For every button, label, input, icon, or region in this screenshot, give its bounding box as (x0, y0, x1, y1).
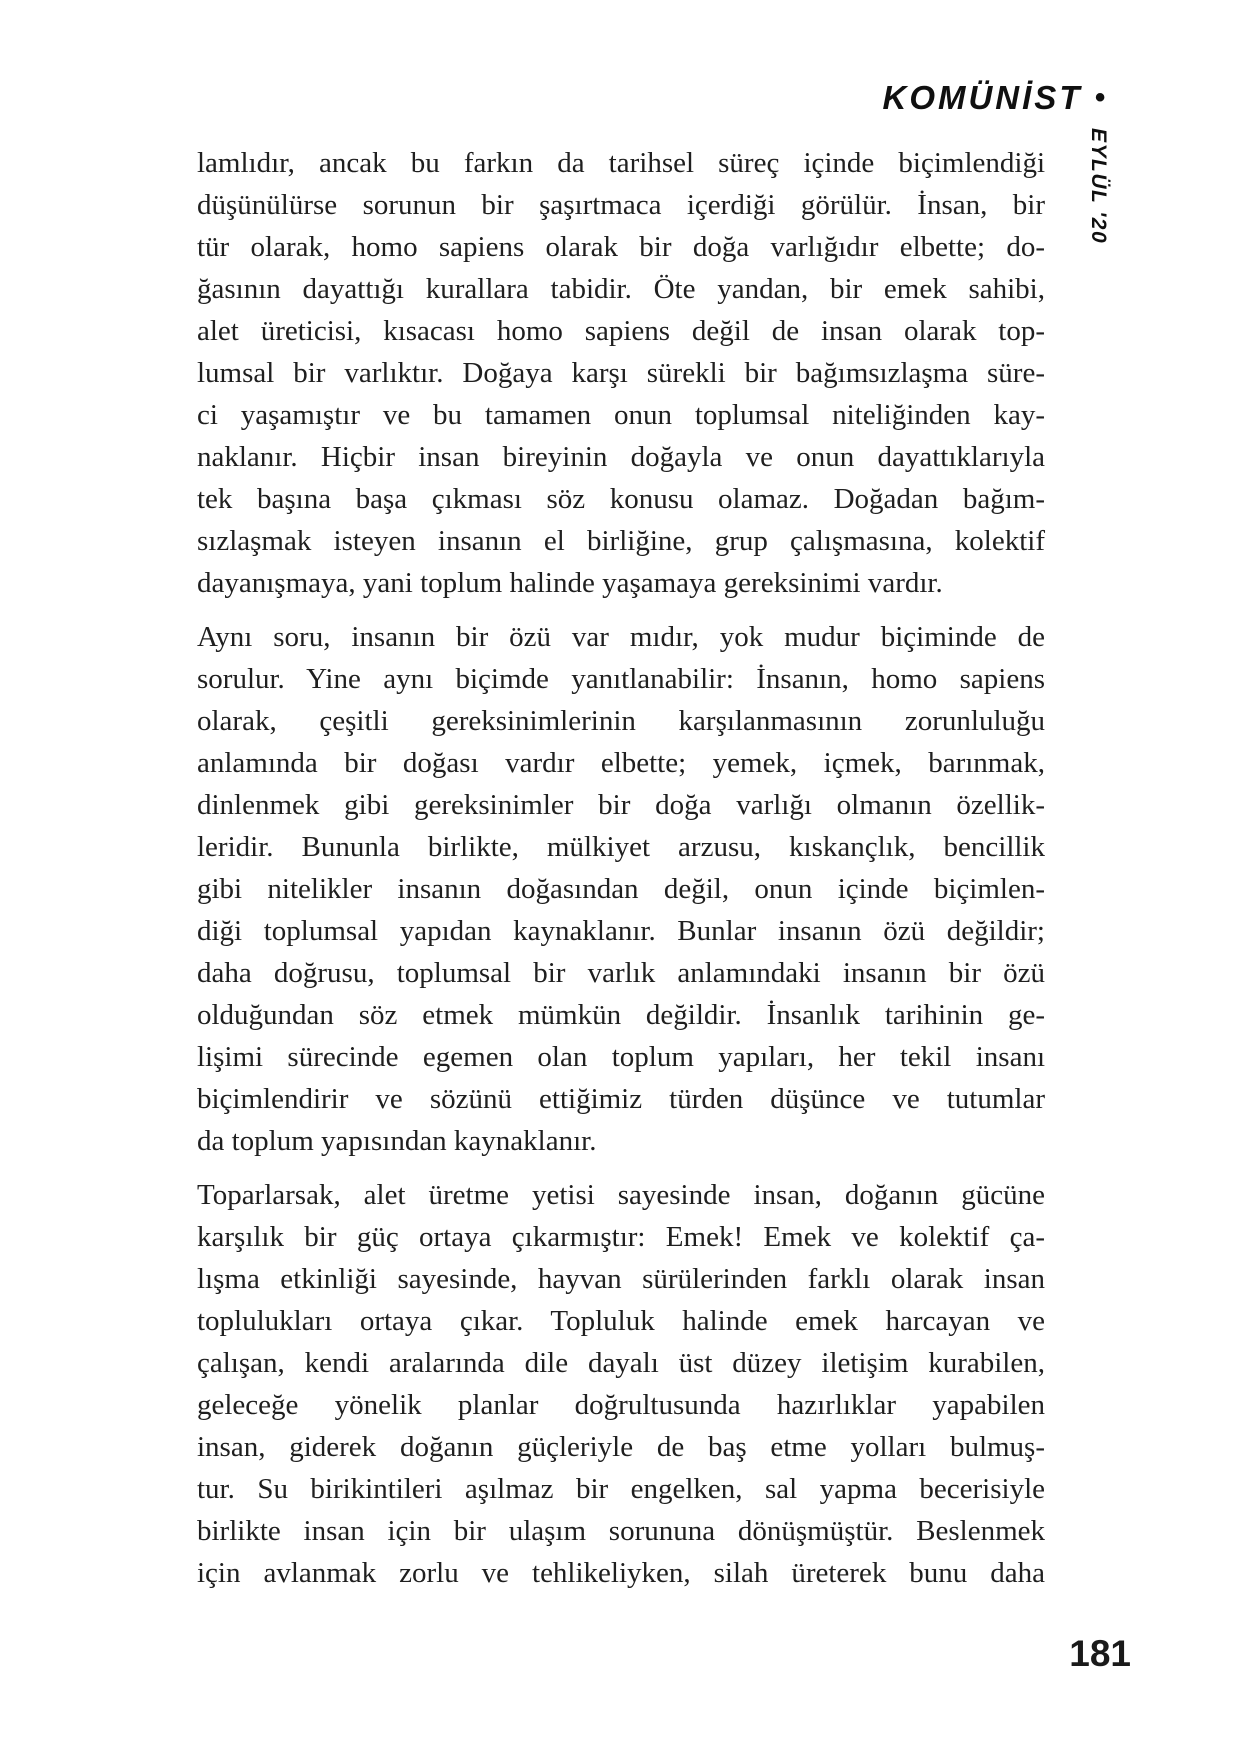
text-line: insan, giderek doğanın güçleriyle de baş etme yolları bulmuş- (197, 1431, 1045, 1463)
text-line: biçimlendirir ve sözünü ettiğimiz türden düşünce ve tutumlar (197, 1083, 1045, 1115)
text-line: toplulukları ortaya çıkar. Topluluk halinde emek harcayan ve (197, 1305, 1045, 1337)
text-line: da toplum yapısından kaynaklanır. (197, 1125, 597, 1157)
text-line: anlamında bir doğası vardır elbette; yemek, içmek, barınmak, (197, 747, 1045, 779)
text-line: alet üreticisi, kısacası homo sapiens değil de insan olarak top- (197, 315, 1045, 347)
paragraph (197, 142, 1045, 604)
text-line: tür olarak, homo sapiens olarak bir doğa varlığıdır elbette; do- (197, 231, 1045, 263)
text-line: lamlıdır, ancak bu farkın da tarihsel süreç içinde biçimlendiği (197, 147, 1045, 179)
text-line: ğasının dayattığı kurallara tabidir. Öte yandan, bir emek sahibi, (197, 273, 1045, 305)
text-line: Aynı soru, insanın bir özü var mıdır, yok mudur biçiminde de (197, 621, 1045, 653)
page-header (882, 79, 1105, 117)
issue-label: EYLÜL '20 (1087, 128, 1110, 245)
text-line: diği toplumsal yapıdan kaynaklanır. Bunlar insanın özü değildir; (197, 915, 1045, 947)
text-line: olduğundan söz etmek mümkün değildir. İnsanlık tarihinin ge- (197, 999, 1045, 1031)
text-line: Toparlarsak, alet üretme yetisi sayesinde insan, doğanın gücüne (197, 1179, 1045, 1211)
text-line: tur. Su birikintileri aşılmaz bir engelken, sal yapma becerisiyle (197, 1473, 1045, 1505)
text-line: lişimi sürecinde egemen olan toplum yapıları, her tekil insanı (197, 1041, 1045, 1073)
text-line: dinlenmek gibi gereksinimler bir doğa varlığı olmanın özellik- (197, 789, 1045, 821)
text-line: geleceğe yönelik planlar doğrultusunda hazırlıklar yapabilen (197, 1389, 1045, 1421)
text-line: sorulur. Yine aynı biçimde yanıtlanabilir: İnsanın, homo sapiens (197, 663, 1045, 695)
text-line: çalışan, kendi aralarında dile dayalı üst düzey iletişim kurabilen, (197, 1347, 1045, 1379)
header-bullet-icon: • (1094, 81, 1105, 114)
body-text (197, 142, 1045, 1594)
text-line: leridir. Bununla birlikte, mülkiyet arzusu, kıskançlık, bencillik (197, 831, 1045, 863)
text-line: dayanışmaya, yani toplum halinde yaşamaya gereksinimi vardır. (197, 567, 943, 599)
text-line: olarak, çeşitli gereksinimlerinin karşılanmasının zorunluluğu (197, 705, 1045, 737)
text-line: için avlanmak zorlu ve tehlikeliyken, silah üreterek bunu daha (197, 1557, 1045, 1589)
paragraph (197, 616, 1045, 1162)
text-line: tek başına başa çıkması söz konusu olamaz. Doğadan bağım- (197, 483, 1045, 515)
text-line: karşılık bir güç ortaya çıkarmıştır: Emek! Emek ve kolektif ça- (197, 1221, 1045, 1253)
text-line: lumsal bir varlıktır. Doğaya karşı sürekli bir bağımsızlaşma süre- (197, 357, 1045, 389)
text-line: birlikte insan için bir ulaşım sorununa dönüşmüştür. Beslenmek (197, 1515, 1045, 1547)
text-line: sızlaşmak isteyen insanın el birliğine, grup çalışmasına, kolektif (197, 525, 1045, 557)
paragraph (197, 1174, 1045, 1594)
magazine-title: KOMÜNİST (882, 79, 1083, 116)
text-line: gibi nitelikler insanın doğasından değil, onun içinde biçimlen- (197, 873, 1045, 905)
text-line: düşünülürse sorunun bir şaşırtmaca içerdiği görülür. İnsan, bir (197, 189, 1045, 221)
text-line: naklanır. Hiçbir insan bireyinin doğayla ve onun dayattıklarıyla (197, 441, 1045, 473)
page-number: 181 (1069, 1633, 1131, 1674)
text-line: ci yaşamıştır ve bu tamamen onun toplumsal niteliğinden kay- (197, 399, 1045, 431)
text-line: daha doğrusu, toplumsal bir varlık anlamındaki insanın bir özü (197, 957, 1045, 989)
text-line: lışma etkinliği sayesinde, hayvan sürülerinden farklı olarak insan (197, 1263, 1045, 1295)
